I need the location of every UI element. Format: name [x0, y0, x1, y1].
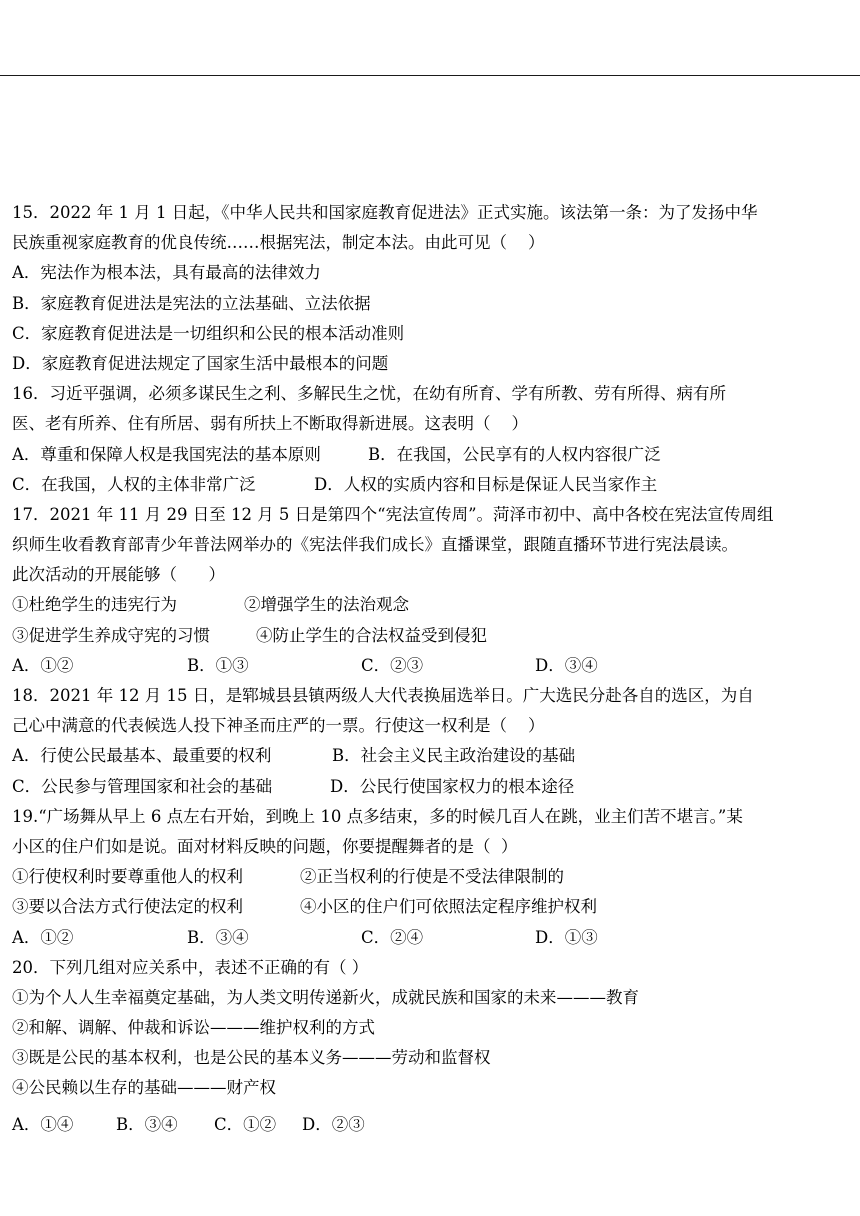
statement-1: ①杜绝学生的违宪行为	[12, 595, 177, 615]
option-b: B．家庭教育促进法是宪法的立法基础、立法依据	[12, 293, 371, 313]
question-stem: 此次活动的开展能够（ ）	[12, 565, 225, 585]
option-d: D．③④	[535, 655, 598, 675]
question-stem: 16．习近平强调，必须多谋民生之利、多解民生之忧，在幼有所育、学有所教、劳有所得、病有所	[12, 384, 726, 404]
option-b: B．①③	[187, 655, 249, 675]
option-c: C．②④	[361, 927, 424, 947]
question-15	[12, 198, 848, 379]
option-d: D．人权的实质内容和目标是保证人民当家作主	[314, 474, 658, 494]
question-stem: 小区的住户们如是说。面对材料反映的问题，你要提醒舞者的是（ ）	[12, 836, 518, 856]
option-a: A．宪法作为根本法，具有最高的法律效力	[12, 263, 321, 283]
question-20	[12, 953, 848, 1140]
option-row	[12, 440, 848, 470]
option-row	[12, 772, 848, 802]
question-17	[12, 500, 848, 681]
header-rule	[0, 75, 860, 76]
option-a: A．尊重和保障人权是我国宪法的基本原则	[12, 444, 321, 464]
statement-row	[12, 892, 848, 922]
option-b: B．③④	[116, 1114, 178, 1134]
statement-1: ①为个人人生幸福奠定基础，为人类文明传递新火，成就民族和国家的未来———教育	[12, 987, 639, 1007]
statement-3: ③促进学生养成守宪的习惯	[12, 625, 210, 645]
option-c: C．公民参与管理国家和社会的基础	[12, 776, 273, 796]
statement-3: ③要以合法方式行使法定的权利	[12, 897, 243, 917]
question-stem: 己心中满意的代表候选人投下神圣而庄严的一票。行使这一权利是（ ）	[12, 716, 545, 736]
option-row	[12, 1110, 848, 1140]
statement-3: ③既是公民的基本权利，也是公民的基本义务———劳动和监督权	[12, 1048, 491, 1068]
statement-row	[12, 862, 848, 892]
statement-4: ④公民赖以生存的基础———财产权	[12, 1078, 276, 1098]
statement-4: ④小区的住户们可依照法定程序维护权利	[300, 897, 597, 917]
option-row	[12, 923, 848, 953]
question-stem: 织师生收看教育部青少年普法网举办的《宪法伴我们成长》直播课堂，跟随直播环节进行宪法晨读。	[12, 535, 738, 555]
statement-1: ①行使权利时要尊重他人的权利	[12, 867, 243, 887]
option-d: D．家庭教育促进法规定了国家生活中最根本的问题	[12, 353, 389, 373]
question-stem: 民族重视家庭教育的优良传统……根据宪法，制定本法。由此可见（ ）	[12, 233, 545, 253]
option-d: D．②③	[302, 1114, 365, 1134]
option-row	[12, 651, 848, 681]
question-stem: 19.“广场舞从早上 6 点左右开始，到晚上 10 点多结束，多的时候几百人在跳，业主们苦不堪言。”某	[12, 806, 743, 826]
statement-2: ②和解、调解、仲裁和诉讼———维护权利的方式	[12, 1018, 375, 1038]
option-b: B．在我国，公民享有的人权内容很广泛	[368, 444, 661, 464]
option-d: D．公民行使国家权力的根本途径	[330, 776, 575, 796]
option-c: C．家庭教育促进法是一切组织和公民的根本活动准则	[12, 323, 405, 343]
option-b: B．③④	[187, 927, 249, 947]
question-stem: 17．2021 年 11 月 29 日至 12 月 5 日是第四个“宪法宣传周”。菏泽市初中、高中各校在宪法宣传周组	[12, 504, 774, 524]
statement-4: ④防止学生的合法权益受到侵犯	[256, 625, 487, 645]
statement-row	[12, 621, 848, 651]
question-stem: 20．下列几组对应关系中，表述不正确的有（ ）	[12, 957, 369, 977]
question-stem: 15．2022 年 1 月 1 日起，《中华人民共和国家庭教育促进法》正式实施。该法第一条：为了发扬中华	[12, 203, 758, 222]
question-stem: 18．2021 年 12 月 15 日，是郓城县县镇两级人大代表换届选举日。广大选民分赴各自的选区，为自	[12, 686, 754, 705]
option-c: C．②③	[361, 655, 424, 675]
question-16	[12, 379, 848, 500]
question-stem: 医、老有所养、住有所居、弱有所扶上不断取得新进展。这表明（ ）	[12, 414, 528, 434]
option-row	[12, 741, 848, 771]
option-a: A．①②	[12, 655, 74, 675]
option-row	[12, 470, 848, 500]
option-c: C．在我国，人权的主体非常广泛	[12, 474, 256, 494]
statement-2: ②正当权利的行使是不受法律限制的	[300, 867, 564, 887]
option-a: A．①④	[12, 1114, 74, 1134]
question-19	[12, 802, 848, 953]
option-a: A．行使公民最基本、最重要的权利	[12, 746, 272, 766]
statement-row	[12, 590, 848, 620]
option-b: B．社会主义民主政治建设的基础	[332, 746, 576, 766]
option-d: D．①③	[535, 927, 598, 947]
question-18	[12, 681, 848, 802]
option-a: A．①②	[12, 927, 74, 947]
exam-questions	[12, 198, 848, 1140]
option-c: C．①②	[214, 1114, 277, 1134]
statement-2: ②增强学生的法治观念	[244, 595, 409, 615]
